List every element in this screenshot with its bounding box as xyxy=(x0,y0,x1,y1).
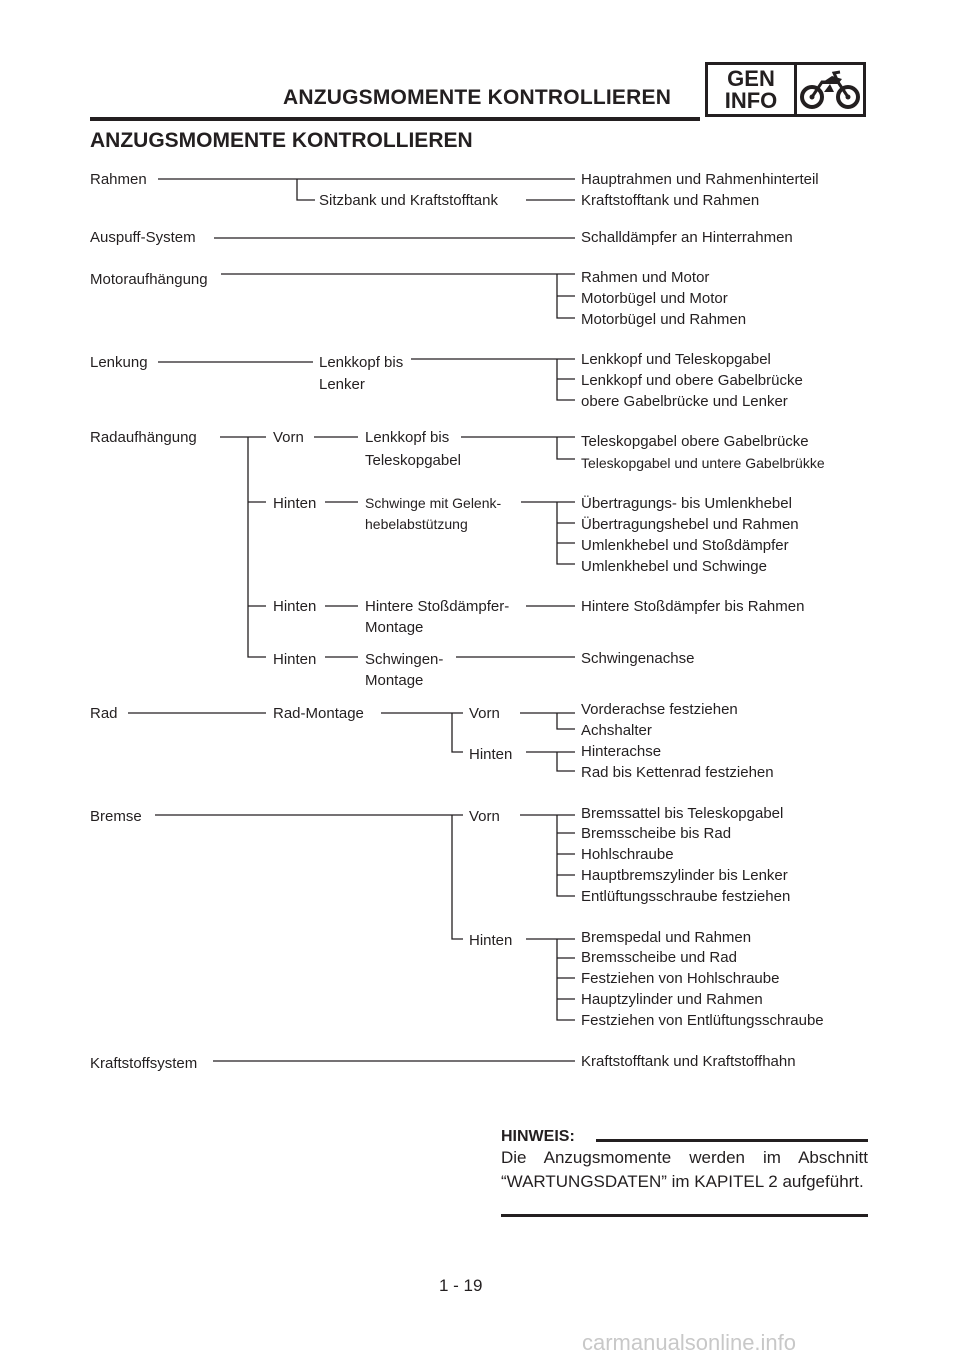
label-motorbuegel-motor: Motorbügel und Motor xyxy=(581,290,728,307)
label-hauptrahmen: Hauptrahmen und Rahmenhinterteil xyxy=(581,171,819,188)
label-hohlschraube: Hohlschraube xyxy=(581,846,674,863)
page-number: 1 - 19 xyxy=(439,1276,483,1295)
sitzbank-branch xyxy=(297,179,315,200)
label-motoraufhaengung: Motoraufhängung xyxy=(90,271,208,288)
label-vorderachse: Vorderachse festziehen xyxy=(581,701,738,718)
label-bremsscheibe-bis-rad: Bremsscheibe bis Rad xyxy=(581,825,732,842)
label-bremspedal: Bremspedal und Rahmen xyxy=(581,929,752,946)
label-hinten-3: Hinten xyxy=(273,651,317,668)
label-rad-hinten: Hinten xyxy=(469,746,513,763)
bremse-vorn-bracket xyxy=(557,815,575,896)
label-vorn: Vorn xyxy=(273,429,304,446)
label-kraftstoffsystem: Kraftstoffsystem xyxy=(90,1055,198,1072)
rad-vertical xyxy=(452,713,463,752)
label-bremse-hinten: Hinten xyxy=(469,932,513,949)
page-title: ANZUGSMOMENTE KONTROLLIEREN xyxy=(90,129,473,152)
label-lenkkopf-bis: Lenkkopf bis xyxy=(319,354,404,371)
radauf-vertical xyxy=(248,437,266,657)
label-auspuff: Auspuff-System xyxy=(90,229,196,246)
label-rad: Rad xyxy=(90,705,118,722)
label-rad-vorn: Vorn xyxy=(469,705,500,722)
vorn-bracket xyxy=(557,437,575,459)
label-rad-montage: Rad-Montage xyxy=(273,705,364,722)
label-rahmen-motor: Rahmen und Motor xyxy=(581,269,710,286)
bremse-vertical xyxy=(452,815,463,939)
bremse-hinten-bracket xyxy=(557,939,575,1020)
label-uebertragungs-umlenk: Übertragungs- bis Umlenkhebel xyxy=(581,495,792,512)
label-festziehen-hohl: Festziehen von Hohlschraube xyxy=(581,970,780,987)
label-uebertragungshebel-rahmen: Übertragungshebel und Rahmen xyxy=(581,516,799,533)
label-rahmen: Rahmen xyxy=(90,171,147,188)
label-hebelabstuetzung: hebelabstützung xyxy=(365,516,468,532)
label-hinten-1: Hinten xyxy=(273,495,317,512)
label-schwingenachse: Schwingenachse xyxy=(581,650,695,667)
label-tg-untere: Teleskopgabel und untere Gabelbrükke xyxy=(581,455,825,471)
label-schwingen: Schwingen- xyxy=(365,651,444,668)
motor-bracket xyxy=(557,274,575,318)
label-festziehen-entl: Festziehen von Entlüftungsschraube xyxy=(581,1012,824,1029)
badge-line-1: GEN xyxy=(727,65,775,91)
note-heading: HINWEIS: xyxy=(501,1128,575,1145)
label-hauptzylinder: Hauptzylinder und Rahmen xyxy=(581,991,763,1008)
label-hintere-stossd: Hintere Stoßdämpfer- xyxy=(365,598,510,615)
label-schwinge-gelenk: Schwinge mit Gelenk- xyxy=(365,495,502,511)
label-montage-2: Montage xyxy=(365,672,424,689)
header-title: ANZUGSMOMENTE KONTROLLIEREN xyxy=(283,86,672,109)
label-bremssattel: Bremssattel bis Teleskopgabel xyxy=(581,805,784,822)
label-lenker: Lenker xyxy=(319,376,365,393)
label-radaufhaengung: Radaufhängung xyxy=(90,429,197,446)
label-lk-obere: Lenkkopf und obere Gabelbrücke xyxy=(581,372,803,389)
label-achshalter: Achshalter xyxy=(581,722,652,739)
watermark: carmanualsonline.info xyxy=(582,1330,797,1355)
label-lk-teleskop: Lenkkopf und Teleskopgabel xyxy=(581,351,771,368)
label-umlenk-stossd: Umlenkhebel und Stoßdämpfer xyxy=(581,537,789,554)
label-kraftstofftank-rahmen: Kraftstofftank und Rahmen xyxy=(581,192,760,209)
label-hinterachse: Hinterachse xyxy=(581,743,662,760)
label-tg-obere: Teleskopgabel obere Gabelbrücke xyxy=(581,433,809,450)
label-teleskopgabel: Teleskopgabel xyxy=(365,452,461,469)
label-hinten-2: Hinten xyxy=(273,598,317,615)
label-lenkkopf-bis-2: Lenkkopf bis xyxy=(365,429,450,446)
note-text: Die Anzugsmomente werden im Abschnitt “WARTUNGSDATEN” im KAPITEL 2 aufgeführt. xyxy=(501,1148,868,1191)
label-sitzbank: Sitzbank und Kraftstofftank xyxy=(319,192,498,209)
note-rule-top xyxy=(596,1139,868,1142)
label-obere-lenker: obere Gabelbrücke und Lenker xyxy=(581,393,788,410)
label-bremse-vorn: Vorn xyxy=(469,808,500,825)
label-bremsscheibe-und-rad: Bremsscheibe und Rad xyxy=(581,949,737,966)
label-motorbuegel-rahmen: Motorbügel und Rahmen xyxy=(581,311,747,328)
label-hintere-stossd-rahmen: Hintere Stoßdämpfer bis Rahmen xyxy=(581,598,805,615)
note-rule-bottom xyxy=(501,1214,868,1217)
label-rad-kettenrad: Rad bis Kettenrad festziehen xyxy=(581,764,774,781)
badge-line-2: INFO xyxy=(724,87,778,113)
hinten1-bracket xyxy=(557,502,575,564)
rad-hinten-bracket xyxy=(557,752,575,771)
label-hauptbremszylinder: Hauptbremszylinder bis Lenker xyxy=(581,867,788,884)
lenkung-bracket xyxy=(557,359,575,400)
label-kraftstofftank-hahn: Kraftstofftank und Kraftstoffhahn xyxy=(581,1053,796,1070)
label-lenkung: Lenkung xyxy=(90,354,148,371)
label-umlenk-schwinge: Umlenkhebel und Schwinge xyxy=(581,558,767,575)
label-entlueftung: Entlüftungsschraube festziehen xyxy=(581,888,791,905)
label-schalldaempfer: Schalldämpfer an Hinterrahmen xyxy=(581,229,793,246)
label-bremse: Bremse xyxy=(90,808,142,825)
rad-vorn-bracket xyxy=(557,713,575,729)
label-montage-1: Montage xyxy=(365,619,424,636)
